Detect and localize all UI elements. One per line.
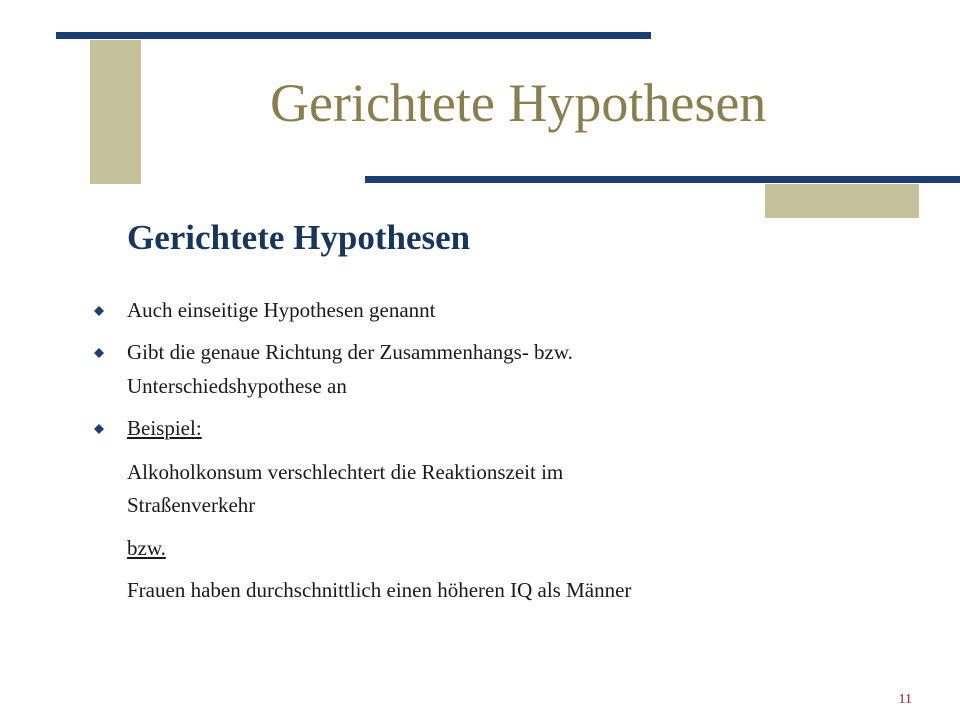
decorative-left-block	[90, 40, 141, 184]
bullet-item	[94, 297, 436, 323]
diamond-bullet-icon	[94, 424, 104, 434]
bullet-item	[94, 415, 202, 441]
decorative-top-bar	[56, 32, 651, 39]
slide-number: 11	[898, 692, 912, 707]
example-line: Alkoholkonsum verschlechtert die Reaktionszeit im	[127, 460, 564, 484]
example-label: Beispiel:	[127, 416, 202, 440]
bullet-continuation: Unterschiedshypothese an	[127, 374, 347, 398]
example-line: Frauen haben durchschnittlich einen höheren IQ als Männer	[127, 578, 632, 602]
diamond-bullet-icon	[94, 348, 104, 358]
bullet-text: Auch einseitige Hypothesen genannt	[127, 298, 436, 322]
example-line: Straßenverkehr	[127, 493, 256, 517]
slide-subheading: Gerichtete Hypothesen	[127, 218, 471, 257]
decorative-right-block	[765, 184, 919, 218]
bullet-item	[94, 339, 573, 365]
connector-text: bzw.	[127, 536, 166, 560]
decorative-right-bar	[365, 176, 960, 183]
diamond-bullet-icon	[94, 306, 104, 316]
bullet-text: Gibt die genaue Richtung der Zusammenhangs- bzw.	[127, 340, 573, 364]
slide-title: Gerichtete Hypothesen	[270, 73, 767, 133]
